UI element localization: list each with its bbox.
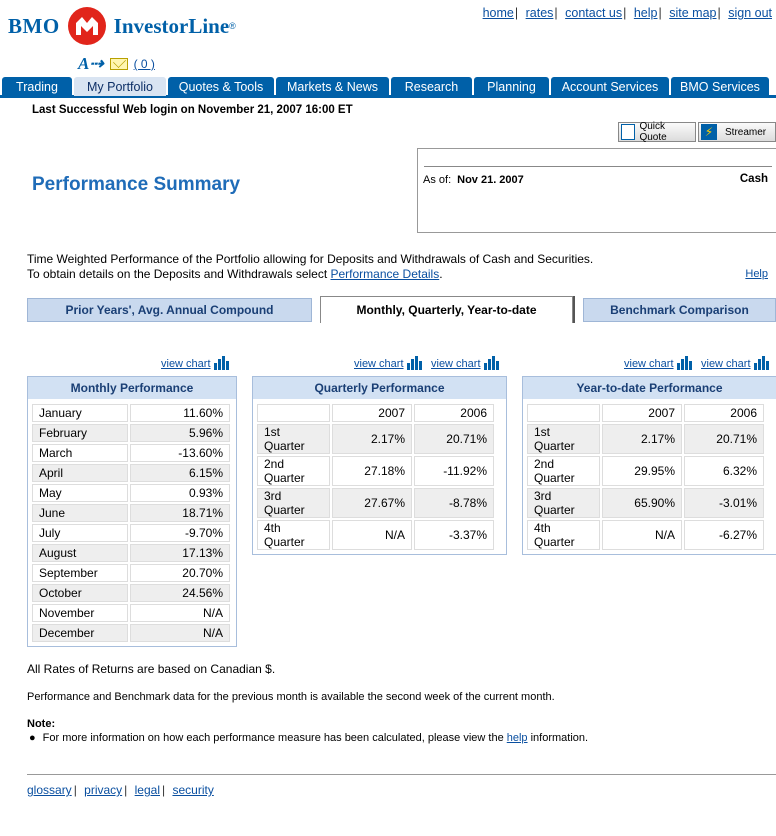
return-2007: N/A (332, 520, 412, 550)
envelope-icon[interactable] (110, 58, 128, 70)
monthly-row (32, 504, 230, 522)
monthly-rows (30, 402, 232, 644)
tab-prior-years[interactable]: Prior Years', Avg. Annual Compound (27, 298, 312, 322)
ytd-row (527, 456, 764, 486)
month-label: June (32, 504, 128, 522)
return-2006: 20.71% (684, 424, 764, 454)
quarterly-row (257, 456, 494, 486)
last-login-text: Last Successful Web login on November 21, 2007 16:00 ET (32, 104, 353, 116)
return-2006: 20.71% (414, 424, 494, 454)
return-2006: -8.78% (414, 488, 494, 518)
monthly-performance-table (27, 376, 237, 647)
monthly-row (32, 484, 230, 502)
ytd-row (527, 520, 764, 550)
streamer-label: Streamer (725, 126, 767, 138)
description-line-1: Time Weighted Performance of the Portfolio allowing for Deposits and Withdrawals of Cash and Securities. (27, 252, 594, 266)
as-of-date: Nov 21. 2007 (457, 174, 524, 186)
return-2007: 29.95% (602, 456, 682, 486)
quick-quote-label: Quick Quote (639, 121, 667, 143)
bullet-icon: ● (29, 732, 36, 744)
main-nav (0, 77, 776, 98)
monthly-row (32, 524, 230, 542)
ytd-row (527, 488, 764, 518)
as-of-label: As of: (423, 174, 452, 186)
quarter-label: 3rd Quarter (527, 488, 600, 518)
month-label: May (32, 484, 128, 502)
quarter-label: 3rd Quarter (257, 488, 330, 518)
sign-out-link[interactable]: sign out (728, 6, 772, 20)
tab-monthly-quarterly-ytd[interactable]: Monthly, Quarterly, Year-to-date (320, 296, 573, 323)
site-map-link[interactable]: site map (669, 6, 717, 20)
quarterly-rows (255, 402, 496, 552)
view-chart-ytd-2007[interactable] (624, 356, 692, 370)
tab-trading[interactable]: Trading (2, 77, 72, 96)
description-line-2 (27, 267, 593, 282)
monthly-row (32, 624, 230, 642)
tab-account-services[interactable]: Account Services (551, 77, 669, 96)
view-chart-quarterly-2006[interactable] (431, 356, 499, 370)
logo-investorline-text: InvestorLine (113, 13, 230, 38)
account-type: Cash (739, 173, 768, 185)
as-of-label-row (423, 174, 524, 186)
view-chart-ytd-2006[interactable] (701, 356, 769, 370)
view-chart-quarterly-2007-link[interactable]: view chart (354, 358, 404, 370)
bar-chart-icon (406, 356, 422, 370)
quarterly-performance-table (252, 376, 507, 555)
month-return: 6.15% (130, 464, 230, 482)
return-2007: 27.18% (332, 456, 412, 486)
legal-link[interactable]: legal (134, 783, 160, 797)
rates-note: All Rates of Returns are based on Canadian $. (27, 662, 276, 676)
month-return: -9.70% (130, 524, 230, 542)
view-chart-monthly[interactable] (161, 356, 229, 370)
quarter-label: 1st Quarter (257, 424, 330, 454)
return-2006: -3.01% (684, 488, 764, 518)
tab-bmo-services[interactable]: BMO Services (671, 77, 769, 96)
ytd-performance-title: Year-to-date Performance (523, 377, 776, 399)
footer: glossary | privacy | legal | security (27, 774, 776, 797)
help-info-link[interactable]: help (506, 732, 528, 744)
return-2007: 2.17% (602, 424, 682, 454)
help-link-top[interactable]: help (633, 6, 658, 20)
return-2006: -11.92% (414, 456, 494, 486)
home-link[interactable]: home (482, 6, 514, 20)
quarter-label: 2nd Quarter (527, 456, 600, 486)
quarterly-header-row (257, 404, 494, 422)
logo-bmo-text: BMO (8, 13, 60, 38)
monthly-row (32, 604, 230, 622)
note-bullet-end: information. (527, 732, 589, 744)
as-of-box (417, 148, 776, 233)
quarter-label: 4th Quarter (527, 520, 600, 550)
bmo-roundel-icon (68, 7, 106, 45)
tab-planning[interactable]: Planning (474, 77, 549, 96)
ytd-row (527, 424, 764, 454)
message-count-link[interactable]: ( 0 ) (133, 57, 155, 71)
performance-details-link[interactable]: Performance Details (330, 267, 440, 281)
rates-link[interactable]: rates (525, 6, 554, 20)
ytd-performance-table (522, 376, 776, 555)
monthly-performance-title: Monthly Performance (28, 377, 236, 399)
monthly-row (32, 544, 230, 562)
quarterly-row (257, 424, 494, 454)
tab-quotes-tools[interactable]: Quotes & Tools (168, 77, 274, 96)
availability-note: Performance and Benchmark data for the previous month is available the second week of the current month. (27, 691, 555, 703)
message-row (78, 55, 155, 73)
security-link[interactable]: security (172, 783, 214, 797)
notes-section (27, 662, 588, 744)
return-2007: 2.17% (332, 424, 412, 454)
quarterly-column-header: 2006 (414, 404, 494, 422)
return-2007: 65.90% (602, 488, 682, 518)
as-of-divider (424, 166, 772, 167)
month-return: 0.93% (130, 484, 230, 502)
return-2007: N/A (602, 520, 682, 550)
monthly-row (32, 464, 230, 482)
month-label: September (32, 564, 128, 582)
streamer-button[interactable] (698, 122, 776, 142)
note-bullet (27, 732, 588, 744)
month-return: 18.71% (130, 504, 230, 522)
lightning-icon: ⚡ (701, 124, 717, 140)
month-label: July (32, 524, 128, 542)
month-return: 20.70% (130, 564, 230, 582)
tab-benchmark-comparison[interactable]: Benchmark Comparison (583, 298, 776, 322)
tab-my-portfolio[interactable]: My Portfolio (74, 77, 166, 96)
view-chart-quarterly-2006-link[interactable]: view chart (431, 358, 481, 370)
monthly-row (32, 584, 230, 602)
month-return: N/A (130, 624, 230, 642)
view-chart-ytd-2006-link[interactable]: view chart (701, 358, 751, 370)
month-return: N/A (130, 604, 230, 622)
month-return: 24.56% (130, 584, 230, 602)
description (27, 252, 593, 282)
month-label: January (32, 404, 128, 422)
ytd-header-row (527, 404, 764, 422)
quick-quote-button[interactable] (618, 122, 696, 142)
view-chart-monthly-link[interactable]: view chart (161, 358, 211, 370)
logo-registered-mark: ® (229, 21, 236, 31)
quarter-label: 4th Quarter (257, 520, 330, 550)
ytd-column-header: 2007 (602, 404, 682, 422)
return-2006: -3.37% (414, 520, 494, 550)
month-return: 17.13% (130, 544, 230, 562)
bmo-investorline-logo[interactable] (8, 6, 236, 46)
monthly-row (32, 564, 230, 582)
description-line-2-end: . (439, 267, 443, 281)
bar-chart-icon (676, 356, 692, 370)
top-links: home| rates| contact us| help| site map| sign out (482, 6, 772, 20)
bar-chart-icon (753, 356, 769, 370)
month-label: November (32, 604, 128, 622)
quarterly-row (257, 488, 494, 518)
note-bullet-text: For more information on how each performance measure has been calculated, please view the (42, 732, 507, 744)
quarterly-column-header (257, 404, 330, 422)
ytd-column-header: 2006 (684, 404, 764, 422)
quarter-label: 2nd Quarter (257, 456, 330, 486)
month-label: October (32, 584, 128, 602)
help-link[interactable]: Help (745, 268, 768, 280)
monthly-row (32, 444, 230, 462)
bar-chart-icon (483, 356, 499, 370)
quarter-label: 1st Quarter (527, 424, 600, 454)
month-return: 5.96% (130, 424, 230, 442)
quick-tools (618, 122, 776, 142)
privacy-link[interactable]: privacy (84, 783, 123, 797)
note-label: Note: (27, 718, 56, 730)
quick-quote-icon (621, 124, 635, 140)
month-label: March (32, 444, 128, 462)
ytd-rows (525, 402, 766, 552)
description-line-2-text: To obtain details on the Deposits and Withdrawals select (27, 267, 331, 281)
glossary-link[interactable]: glossary (27, 783, 72, 797)
adviceline-icon[interactable]: A⇢ (78, 54, 104, 73)
view-chart-ytd-2007-link[interactable]: view chart (624, 358, 674, 370)
return-2006: -6.27% (684, 520, 764, 550)
month-label: December (32, 624, 128, 642)
ytd-column-header (527, 404, 600, 422)
month-return: -13.60% (130, 444, 230, 462)
tab-markets-news[interactable]: Markets & News (276, 77, 389, 96)
page-title: Performance Summary (32, 174, 241, 195)
quarterly-column-header: 2007 (332, 404, 412, 422)
tab-research[interactable]: Research (391, 77, 472, 96)
month-return: 11.60% (130, 404, 230, 422)
monthly-row (32, 424, 230, 442)
quarterly-row (257, 520, 494, 550)
return-2006: 6.32% (684, 456, 764, 486)
view-chart-quarterly-2007[interactable] (354, 356, 422, 370)
bar-chart-icon (213, 356, 229, 370)
monthly-row (32, 404, 230, 422)
return-2007: 27.67% (332, 488, 412, 518)
contact-us-link[interactable]: contact us (565, 6, 623, 20)
month-label: February (32, 424, 128, 442)
month-label: August (32, 544, 128, 562)
quarterly-performance-title: Quarterly Performance (253, 377, 506, 399)
month-label: April (32, 464, 128, 482)
